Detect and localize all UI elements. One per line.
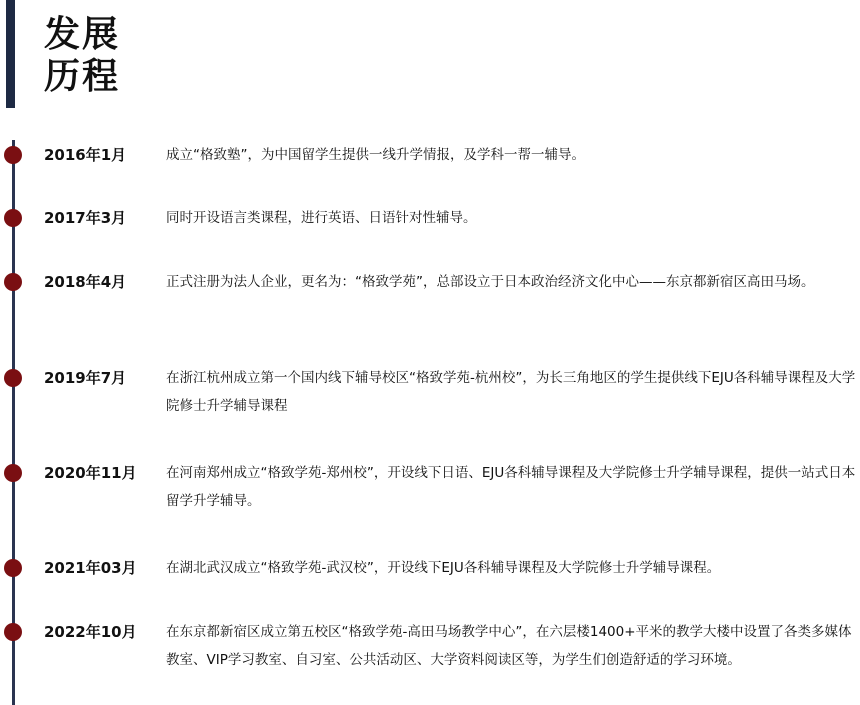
timeline-dot [4,623,22,641]
timeline-dot [4,464,22,482]
timeline-description: 在河南郑州成立“格致学苑-郑州校”，开设线下日语、EJU各科辅导课程及大学院修士升学辅导课程，提供一站式日本留学升学辅导。 [166,465,856,509]
timeline-dot [4,273,22,291]
timeline-dot [4,146,22,164]
timeline-description: 正式注册为法人企业，更名为：“格致学苑”，总部设立于日本政治经济文化中心——东京都新宿区高田马场。 [166,274,815,290]
timeline-date: 2021年03月 [44,559,137,577]
timeline-dot [4,559,22,577]
timeline-description: 在湖北武汉成立“格致学苑-武汉校”，开设线下EJU各科辅导课程及大学院修士升学辅导课程。 [166,560,721,576]
timeline-date: 2019年7月 [44,369,127,387]
timeline-description: 同时开设语言类课程，进行英语、日语针对性辅导。 [166,210,477,226]
timeline-date: 2016年1月 [44,146,127,164]
timeline-dot [4,209,22,227]
title-accent-bar [6,0,15,108]
page-title: 发展 历程 [44,14,121,97]
timeline-description: 成立“格致塾”，为中国留学生提供一线升学情报，及学科一帮一辅导。 [166,147,585,163]
timeline-date: 2022年10月 [44,623,137,641]
timeline-date: 2020年11月 [44,464,137,482]
timeline-description: 在东京都新宿区成立第五校区“格致学苑-高田马场教学中心”，在六层楼1400+平米的教学大楼中设置了各类多媒体教室、VIP学习教室、自习室、公共活动区、大学资料阅读区等，为学生们创造舒适的学习环境。 [166,624,852,668]
timeline-date: 2017年3月 [44,209,127,227]
timeline-date: 2018年4月 [44,273,127,291]
timeline-dot [4,369,22,387]
timeline-description: 在浙江杭州成立第一个国内线下辅导校区“格致学苑-杭州校”，为长三角地区的学生提供线下EJU各科辅导课程及大学院修士升学辅导课程 [166,370,856,414]
